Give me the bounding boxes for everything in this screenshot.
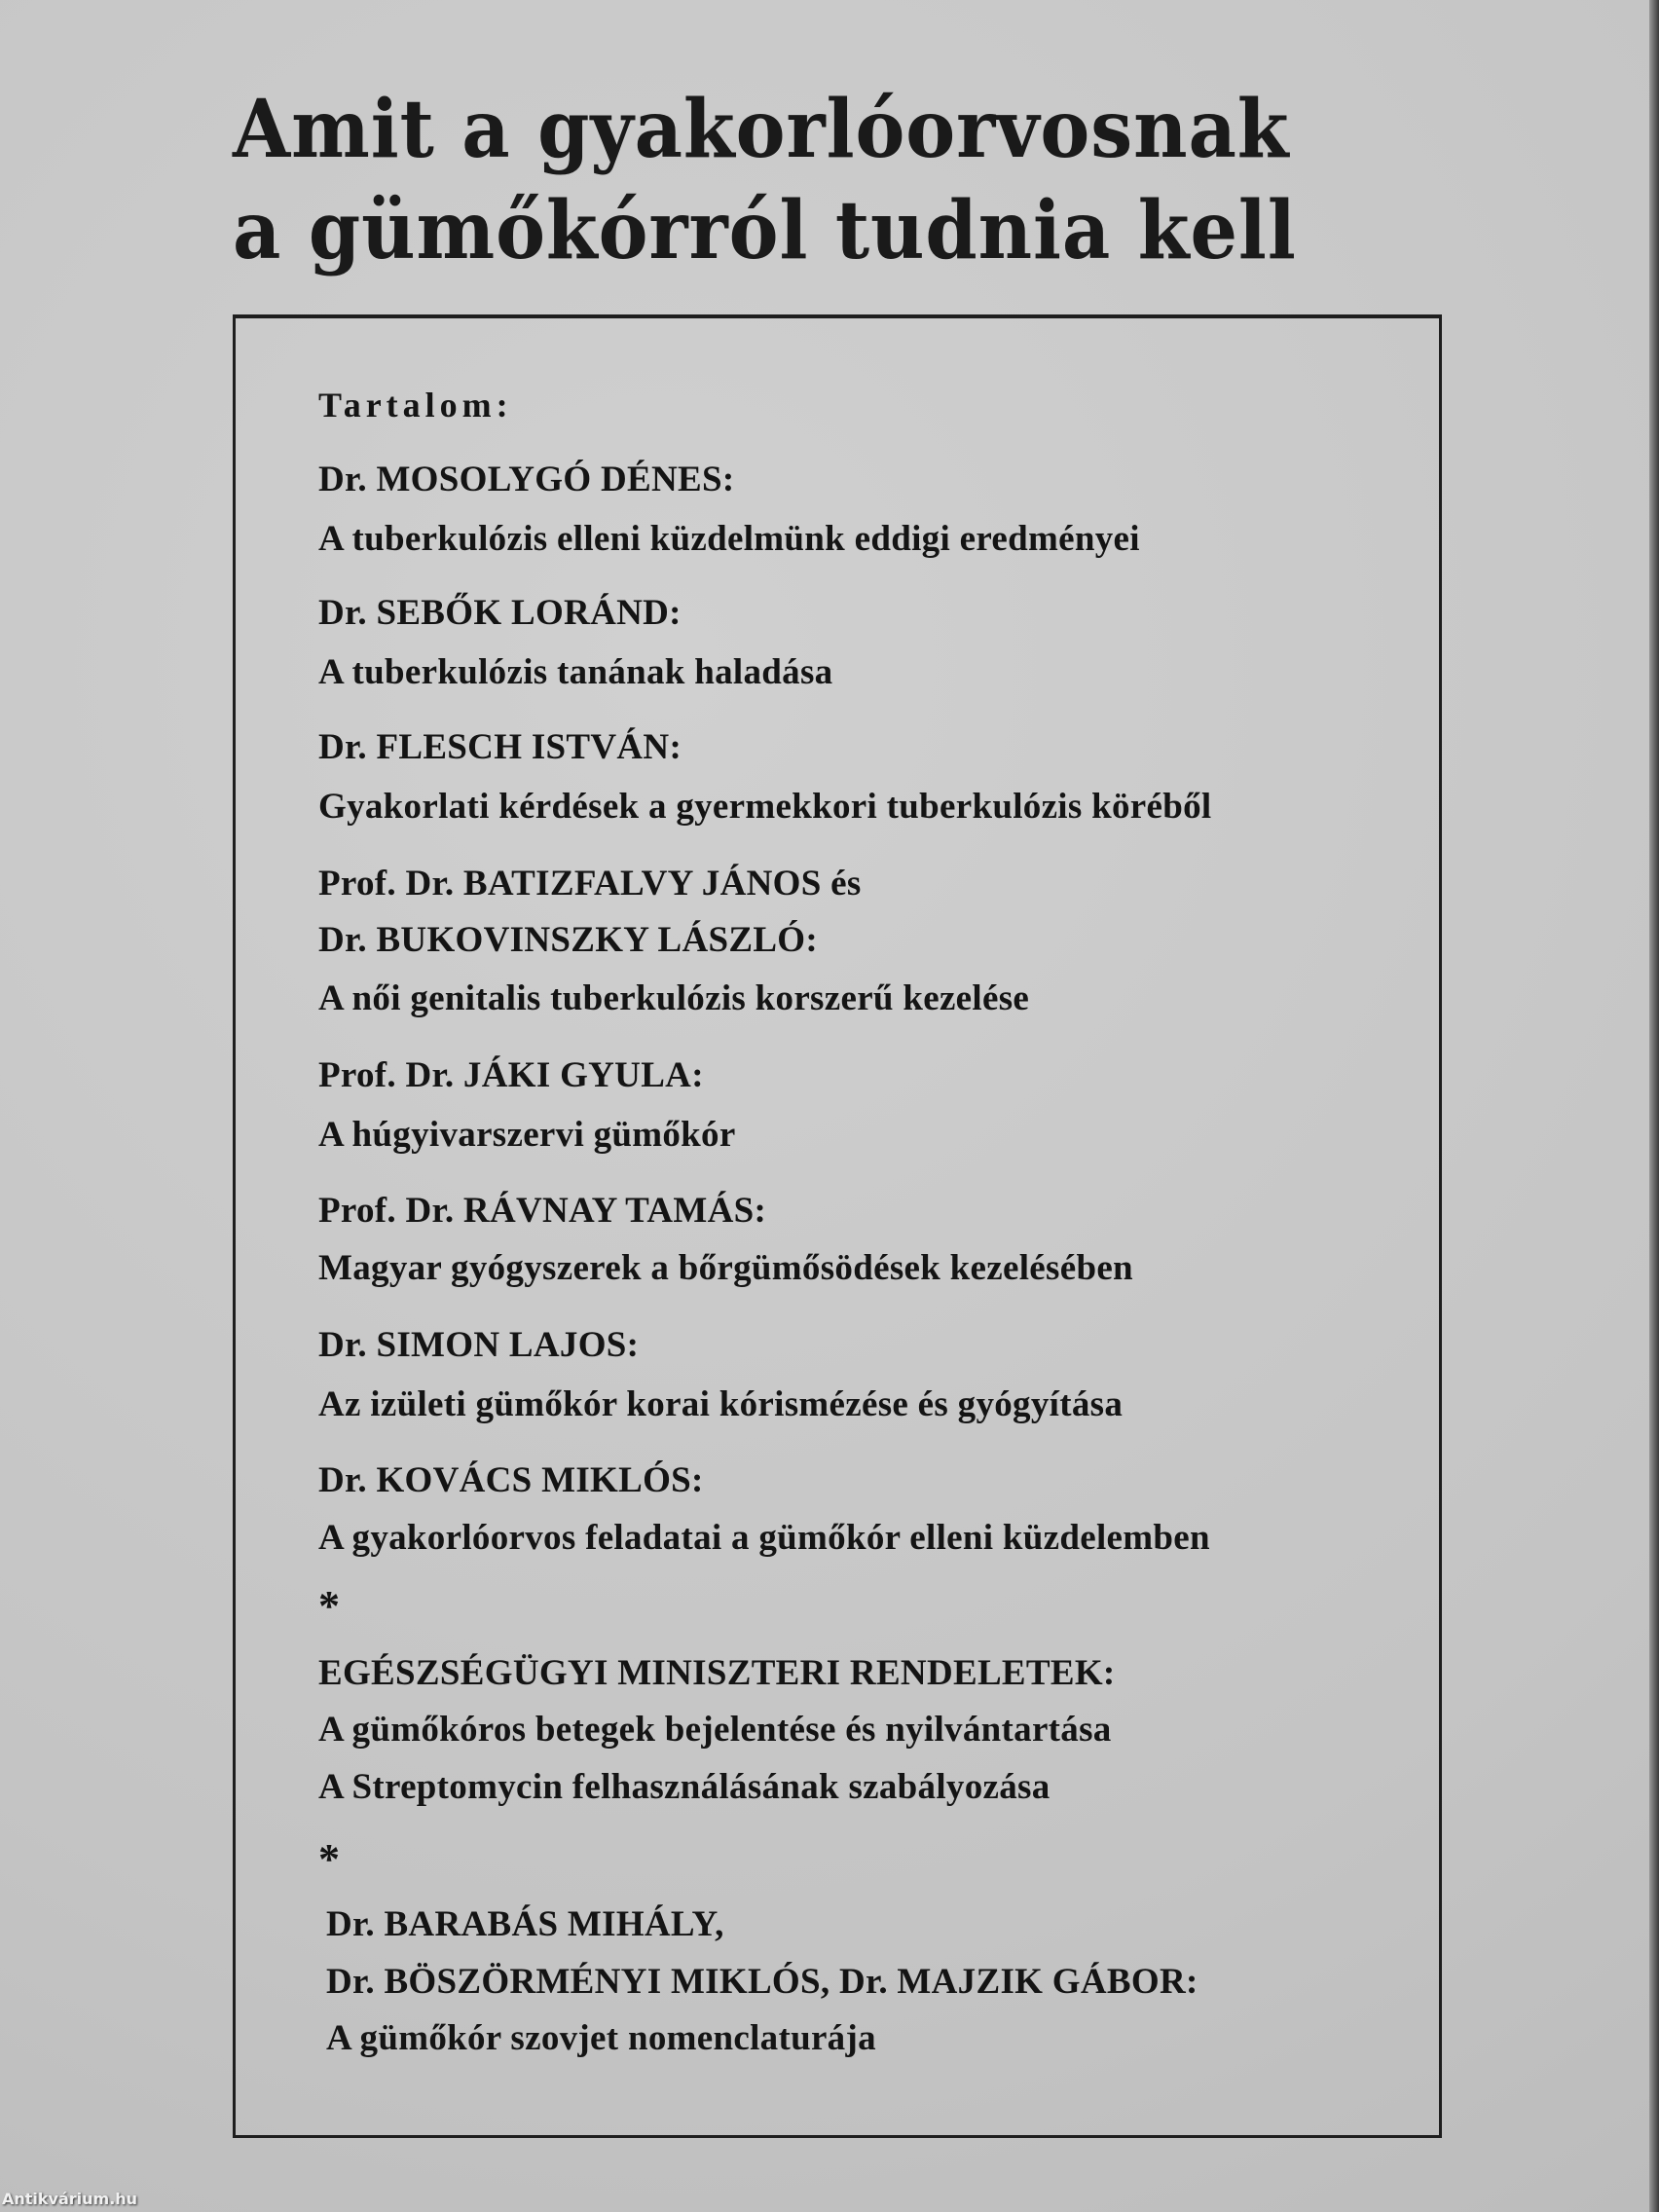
contents-line: A gyakorlóorvos feladatai a gümőkór elleni küzdelemben [318, 1518, 1210, 1558]
contents-line: Dr. KOVÁCS MIKLÓS: [318, 1460, 704, 1500]
section-separator: * [318, 1582, 341, 1630]
contents-line: Magyar gyógyszerek a bőrgümősödések kezelésében [318, 1248, 1133, 1288]
title-line-2: a gümőkórról tudnia kell [233, 184, 1297, 277]
contents-line: A gümőkór szovjet nomenclaturája [326, 2018, 876, 2058]
contents-line: Prof. Dr. BATIZFALVY JÁNOS és [318, 864, 862, 903]
title-line-1: Amit a gyakorlóorvosnak [233, 83, 1290, 176]
contents-line: Gyakorlati kérdések a gyermekkori tuberkulózis köréből [318, 787, 1212, 827]
contents-line: Dr. SIMON LAJOS: [318, 1325, 640, 1365]
contents-line: Az izületi gümőkór korai kórismézése és gyógyítása [318, 1384, 1124, 1424]
contents-line: A húgyivarszervi gümőkór [318, 1115, 736, 1155]
contents-line: A tuberkulózis tanának haladása [318, 652, 833, 692]
contents-line: EGÉSZSÉGÜGYI MINISZTERI RENDELETEK: [318, 1653, 1116, 1693]
contents-line: Prof. Dr. RÁVNAY TAMÁS: [318, 1191, 767, 1231]
contents-line: Dr. MOSOLYGÓ DÉNES: [318, 460, 735, 499]
contents-line: Dr. BARABÁS MIHÁLY, [326, 1904, 724, 1944]
contents-line: Dr. BÖSZÖRMÉNYI MIKLÓS, Dr. MAJZIK GÁBOR: [326, 1962, 1198, 2002]
contents-line: A tuberkulózis elleni küzdelmünk eddigi eredményei [318, 519, 1140, 559]
contents-line: Dr. SEBŐK LORÁND: [318, 593, 682, 633]
contents-line: A gümőkóros betegek bejelentése és nyilvántartása [318, 1710, 1112, 1750]
page-edge-shadow [1649, 0, 1659, 2212]
watermark: Antikvárium.hu [2, 2190, 138, 2208]
section-separator: * [318, 1835, 341, 1883]
contents-line: Dr. FLESCH ISTVÁN: [318, 727, 682, 767]
contents-heading: Tartalom: [318, 386, 513, 424]
contents-line: A Streptomycin felhasználásának szabályozása [318, 1767, 1051, 1807]
contents-line: A női genitalis tuberkulózis korszerű kezelése [318, 978, 1030, 1018]
contents-line: Prof. Dr. JÁKI GYULA: [318, 1055, 704, 1095]
contents-line: Dr. BUKOVINSZKY LÁSZLÓ: [318, 920, 819, 960]
